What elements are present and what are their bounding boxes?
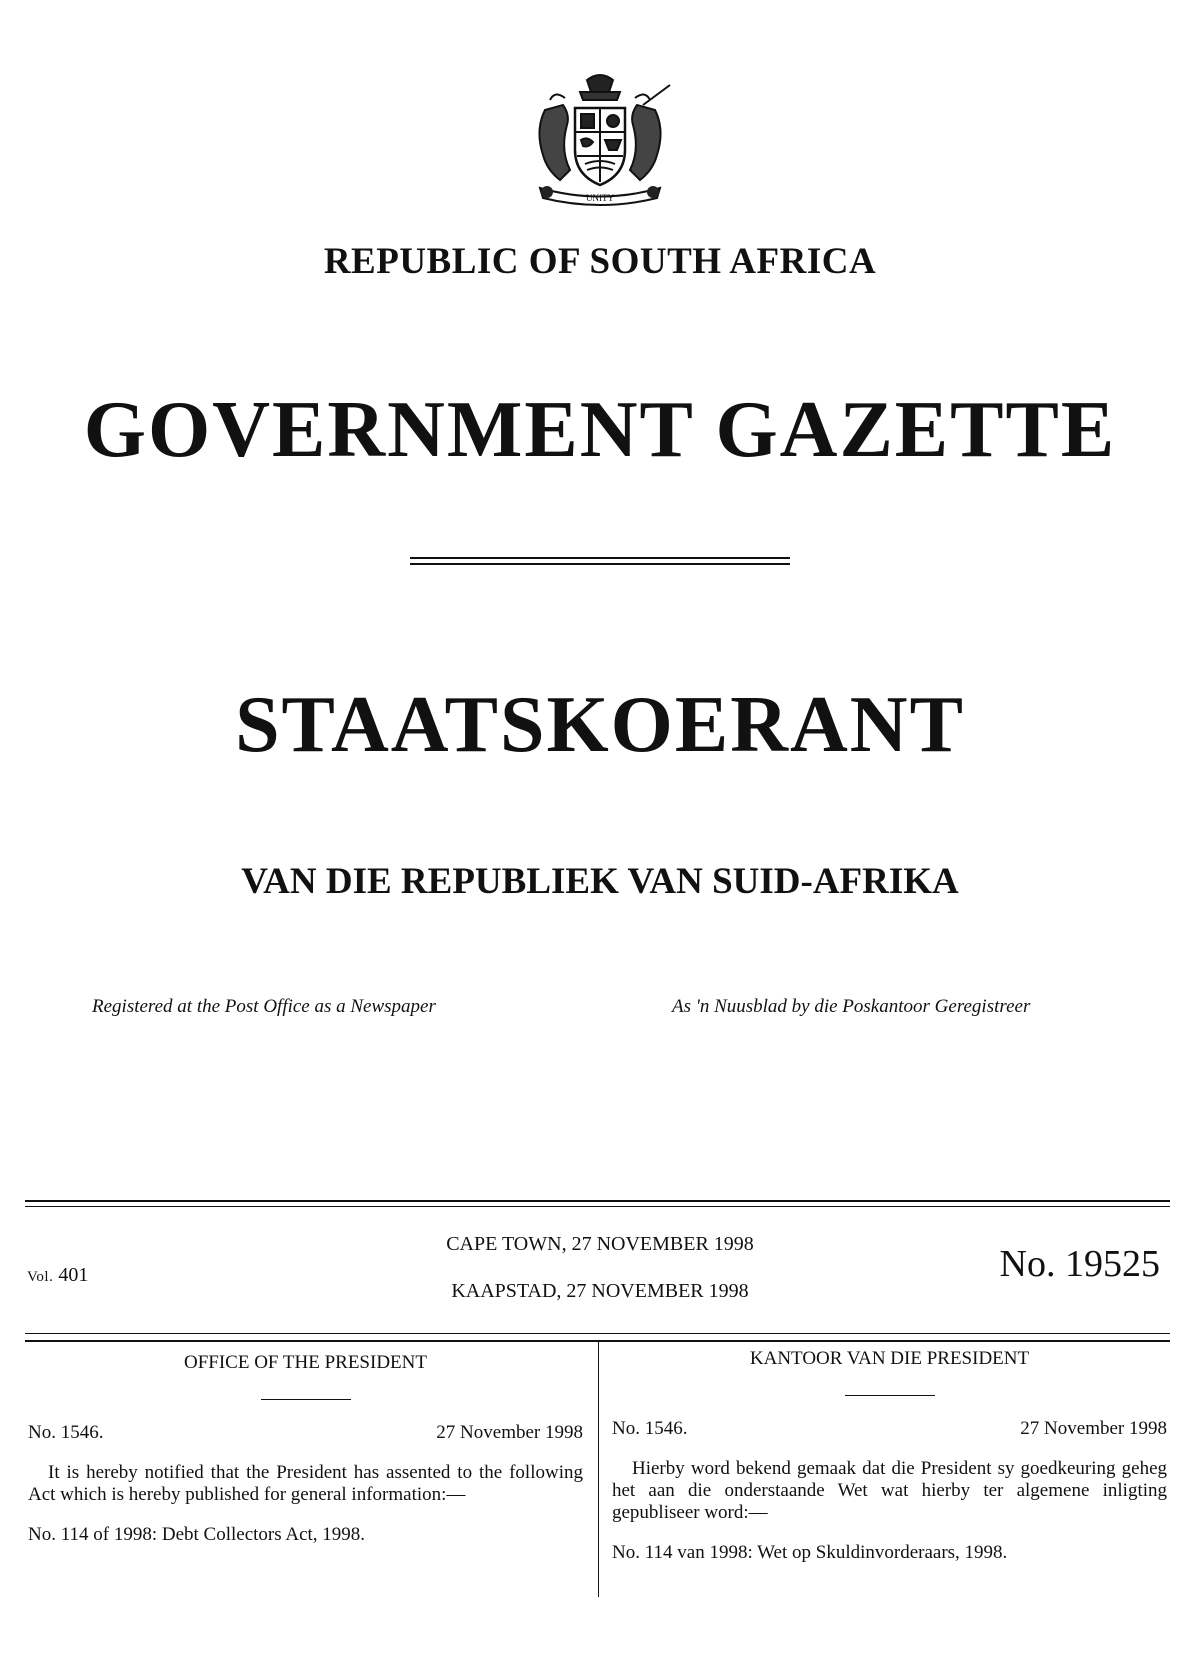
volume-prefix: Vol. [27,1269,54,1285]
column-divider [598,1342,599,1597]
notice-number: No. 1546. [612,1418,688,1439]
notice-rule [25,1333,1170,1334]
notice-date: 27 November 1998 [436,1422,583,1443]
volume-number: 401 [58,1264,89,1286]
notice-column-afrikaans [612,1348,1167,1564]
notice-number-row [612,1418,1167,1440]
issue-date-afrikaans: KAAPSTAD, 27 NOVEMBER 1998 [451,1280,749,1302]
masthead-rule [410,563,790,565]
motto-lettering: UNITY [586,193,614,203]
masthead-rule [410,557,790,559]
notice-body: Hierby word bekend gemaak dat die President sy goedkeuring geheg het aan die onderstaande Wet wat hierby ter algemene inligting gepubliseer word:— [612,1458,1167,1523]
notice-heading: KANTOOR VAN DIE PRESIDENT [749,1348,1030,1369]
gazette-title-english: GOVERNMENT GAZETTE [83,386,1117,474]
notice-column-english [28,1352,583,1546]
issue-number: No. 19525 [999,1243,1160,1285]
country-name-english: REPUBLIC OF SOUTH AFRICA [323,241,877,282]
act-reference: No. 114 of 1998: Debt Collectors Act, 1998. [28,1524,366,1545]
notice-number-row [28,1422,583,1444]
notice-body: It is hereby notified that the President has assented to the following Act which is hereby published for general information:— [28,1462,583,1505]
gazette-title-afrikaans: STAATSKOERANT [235,681,965,769]
registration-note-english: Registered at the Post Office as a Newspaper [92,996,436,1017]
coat-of-arms-emblem [525,70,675,210]
notice-number: No. 1546. [28,1422,104,1443]
country-name-afrikaans: VAN DIE REPUBLIEK VAN SUID-AFRIKA [241,861,959,902]
issue-rule [25,1200,1170,1202]
act-reference: No. 114 van 1998: Wet op Skuldinvorderaars, 1998. [612,1542,1008,1563]
notice-date: 27 November 1998 [1020,1418,1167,1439]
notice-heading: OFFICE OF THE PRESIDENT [184,1352,427,1373]
registration-note-afrikaans: As 'n Nuusblad by die Poskantoor Geregistreer [672,996,1031,1017]
issue-rule [25,1206,1170,1207]
issue-date-english: CAPE TOWN, 27 NOVEMBER 1998 [446,1233,754,1255]
